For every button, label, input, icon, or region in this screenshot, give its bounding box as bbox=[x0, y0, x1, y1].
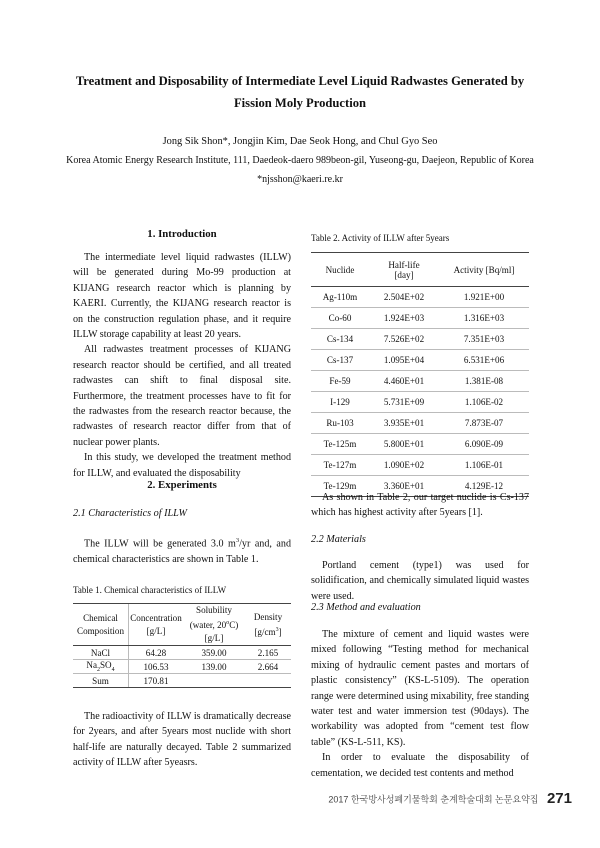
table-cell: 7.526E+02 bbox=[369, 329, 439, 350]
footer-proceedings-title: 2017 한국방사성폐기물학회 춘계학술대회 논문요약집 bbox=[328, 794, 539, 805]
table-row bbox=[311, 287, 529, 308]
subsection-2-2-heading: 2.2 Materials bbox=[311, 534, 366, 545]
table-cell: 1.106E-02 bbox=[439, 392, 529, 413]
paragraph-radioactivity bbox=[73, 709, 291, 771]
table1-header-row: Chemical Composition Concentration [g/L] Solubility (water, 20$^o$C) [g/L] Density $[g/cm^3]$ bbox=[73, 604, 291, 646]
table-cell: Cs-137 bbox=[311, 350, 369, 371]
table-cell: 7.873E-07 bbox=[439, 413, 529, 434]
intro-paragraph-1: The intermediate level liquid radwastes (ILLW) will be generated during Mo-99 production at KIJANG research reactor which is planning by KAERI. Currently, the KIJANG research reactor is on the construction regulation phase, and it require ILLW storage capability at least 20 years. bbox=[73, 252, 291, 341]
table-cell: 1.106E-01 bbox=[439, 455, 529, 476]
paragraph-as-shown-text: As shown in Table 2, our target nuclide is Cs-137 which has highest activity after 5years [1]. bbox=[311, 492, 529, 519]
table-cell: 4.460E+01 bbox=[369, 371, 439, 392]
table-cell: 7.351E+03 bbox=[439, 329, 529, 350]
page-footer bbox=[328, 790, 572, 808]
page-number: 271 bbox=[546, 790, 572, 808]
table-cell: 1.924E+03 bbox=[369, 308, 439, 329]
table-row: Sum 170.81 bbox=[73, 674, 291, 688]
table-cell: Te-127m bbox=[311, 455, 369, 476]
table-row: NaCl 64.28 359.00 2.165 bbox=[73, 646, 291, 660]
paper-title-line1: Treatment and Disposability of Intermediate Level Liquid Radwastes Generated by bbox=[75, 74, 525, 88]
paragraph-2-2 bbox=[311, 558, 529, 604]
table-row bbox=[311, 455, 529, 476]
table-cell: Fe-59 bbox=[311, 371, 369, 392]
table-cell: 6.531E+06 bbox=[439, 350, 529, 371]
table-cell: Te-129m bbox=[311, 476, 369, 497]
intro-paragraph-3: In this study, we developed the treatment method for ILLW, and evaluated the disposability bbox=[73, 452, 291, 479]
authors: Jong Sik Shon*, Jongjin Kim, Dae Seok Hong, and Chul Gyo Seo bbox=[162, 136, 438, 147]
table-cell: 2.504E+02 bbox=[369, 287, 439, 308]
paragraph-2-1 bbox=[73, 533, 291, 567]
table-cell: Ru-103 bbox=[311, 413, 369, 434]
table-cell: 4.129E-12 bbox=[439, 476, 529, 497]
table-row bbox=[311, 350, 529, 371]
paragraph-2-2-text: Portland cement (type1) was used for solidification, and chemically simulated liquid wastes were used. bbox=[311, 560, 529, 602]
paragraph-as-shown bbox=[311, 490, 529, 521]
table-cell: 3.935E+01 bbox=[369, 413, 439, 434]
paragraph-2-3 bbox=[311, 627, 529, 781]
table-cell: Ag-110m bbox=[311, 287, 369, 308]
affiliation: Korea Atomic Energy Research Institute, 111, Daedeok-daero 989beon-gil, Yuseong-gu, Daejeon, Republic of Korea bbox=[66, 155, 534, 166]
table-cell: 1.316E+03 bbox=[439, 308, 529, 329]
section-experiments-heading: 2. Experiments bbox=[147, 479, 217, 491]
email: *njsshon@kaeri.re.kr bbox=[257, 174, 343, 185]
table-cell: 1.921E+00 bbox=[439, 287, 529, 308]
table2-activity bbox=[311, 252, 529, 497]
paragraph-2-3-text-b: In order to evaluate the disposability of cementation, we decided test contents and method bbox=[311, 752, 529, 779]
table-row bbox=[311, 413, 529, 434]
table-cell: 5.731E+09 bbox=[369, 392, 439, 413]
introduction-body bbox=[73, 250, 291, 481]
paragraph-2-1-text: The ILLW will be generated 3.0 $m^3/yr$ and, and chemical characteristics are shown in Table 1. bbox=[73, 537, 291, 565]
table-cell: 1.095E+04 bbox=[369, 350, 439, 371]
table-row: $Na_2SO_4$ 106.53 139.00 2.664 bbox=[73, 660, 291, 674]
paragraph-radioactivity-text: The radioactivity of ILLW is dramatically decrease for 2years, and after 5years most nuclide with short half-life are naturally decayed. Table 2 summarized activity of ILLW after 5yeasrs. bbox=[73, 711, 291, 769]
table1-caption: Table 1. Chemical characteristics of ILLW bbox=[73, 585, 227, 595]
table-row bbox=[311, 434, 529, 455]
table-cell: Te-125m bbox=[311, 434, 369, 455]
table-cell: 6.090E-09 bbox=[439, 434, 529, 455]
table2-caption: Table 2. Activity of ILLW after 5years bbox=[311, 233, 450, 243]
table-row bbox=[311, 371, 529, 392]
table-cell: 1.381E-08 bbox=[439, 371, 529, 392]
table1-chemical-characteristics bbox=[73, 603, 291, 688]
paper-title-line2: Fission Moly Production bbox=[233, 96, 366, 110]
table-row bbox=[311, 308, 529, 329]
table-cell: 3.360E+01 bbox=[369, 476, 439, 497]
table-row bbox=[311, 392, 529, 413]
subsection-2-1-heading: 2.1 Characteristics of ILLW bbox=[73, 508, 187, 519]
section-introduction-heading: 1. Introduction bbox=[147, 228, 217, 240]
table2-header-row: Nuclide Half-life [day] Activity [Bq/ml] bbox=[311, 253, 529, 287]
table-cell: Cs-134 bbox=[311, 329, 369, 350]
table-cell: 1.090E+02 bbox=[369, 455, 439, 476]
intro-paragraph-2: All radwastes treatment processes of KIJANG research reactor should be certified, and all treated radwastes can shift to final disposal site. Furthermore, the treatment processes have to fit for the radwastes from the research reactor because, the radwastes of research reactor differ from that of nuclear power plants. bbox=[73, 344, 291, 448]
table-cell: Co-60 bbox=[311, 308, 369, 329]
table-cell: 5.800E+01 bbox=[369, 434, 439, 455]
table-row bbox=[311, 329, 529, 350]
paragraph-2-3-text-a: The mixture of cement and liquid wastes were mixed following “Testing method for mechanical mixing of hydraulic cement pastes and mortars of plastic consistency” (KS-L-5109). The operation range were determined using mixability, free standing water test and water immersion test (90days). The workability was adopted from “cement test flow table” (KS-L-511, KS). bbox=[311, 629, 529, 748]
subsection-2-3-heading: 2.3 Method and evaluation bbox=[311, 602, 421, 613]
table-cell: I-129 bbox=[311, 392, 369, 413]
